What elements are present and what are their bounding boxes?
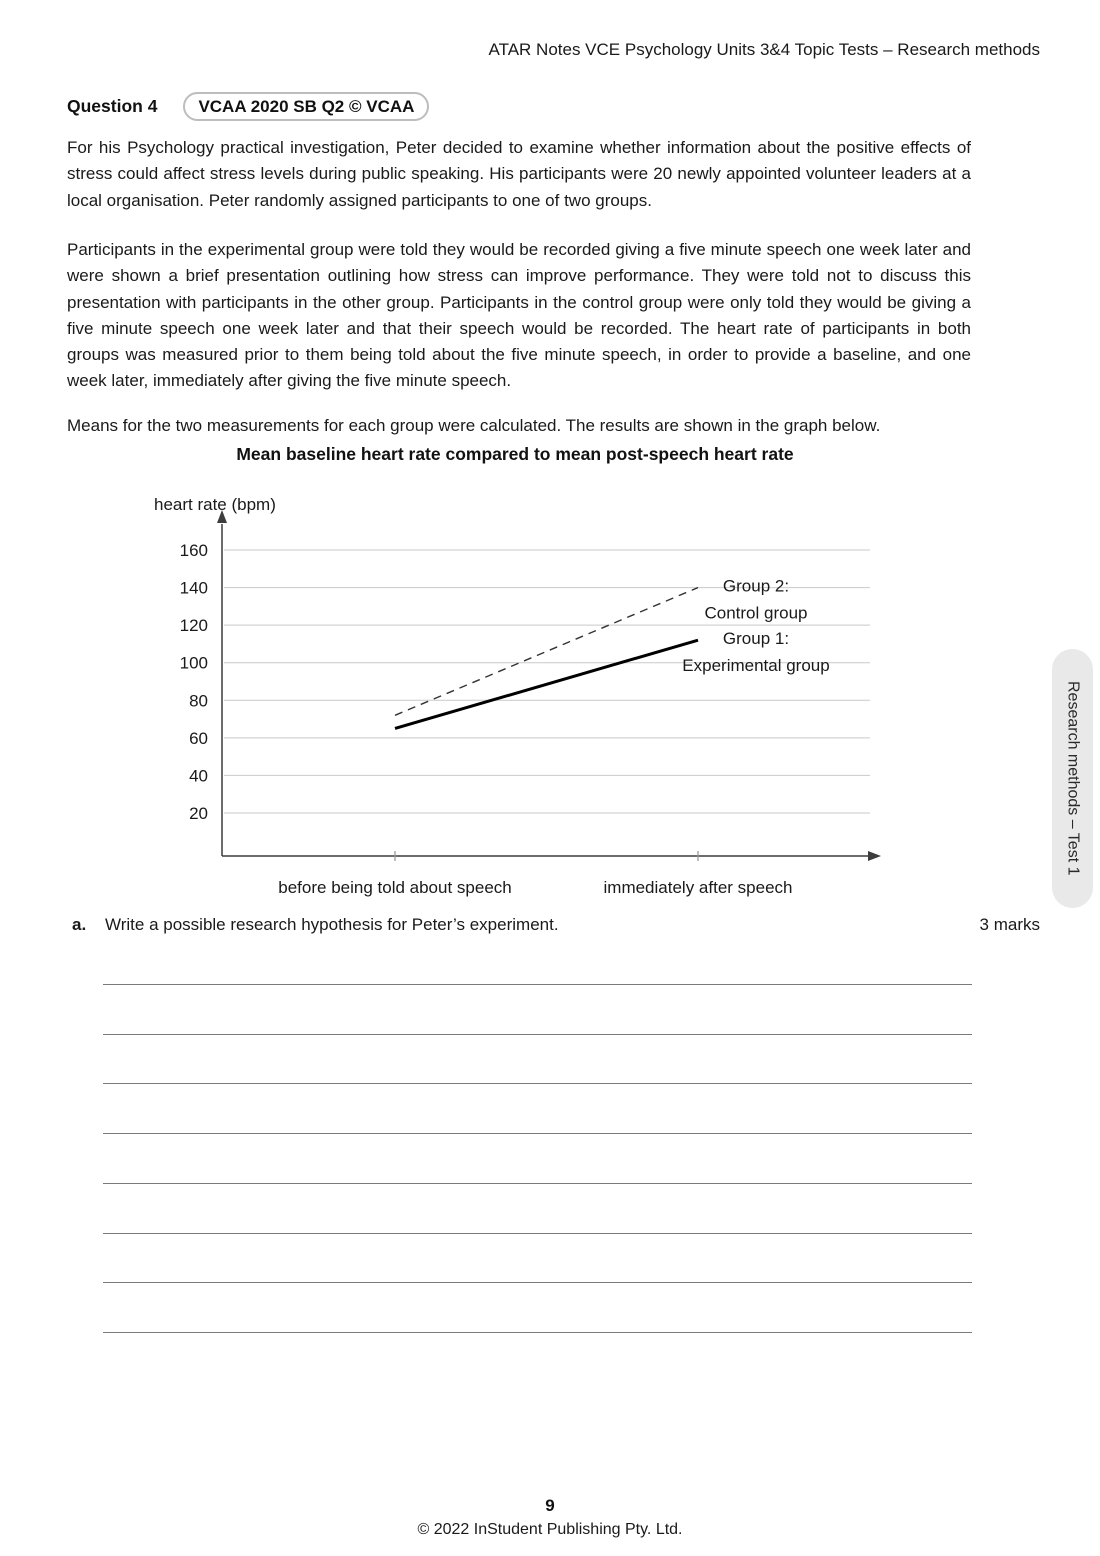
question-number-label: Question 4 bbox=[67, 96, 158, 116]
answer-line bbox=[103, 1332, 972, 1333]
page-number: 9 bbox=[545, 1496, 555, 1515]
answer-lines-area bbox=[103, 984, 972, 1340]
series-line-0 bbox=[395, 588, 698, 716]
answer-line bbox=[103, 1133, 972, 1134]
answer-line bbox=[103, 1233, 972, 1234]
answer-line bbox=[103, 1282, 972, 1283]
series-label-1: Group 1: Experimental group bbox=[682, 629, 830, 676]
part-question-text: Write a possible research hypothesis for Peter’s experiment. bbox=[105, 915, 559, 934]
x-axis-arrow-icon bbox=[868, 851, 881, 861]
page-header: ATAR Notes VCE Psychology Units 3&4 Topic Tests – Research methods bbox=[488, 40, 1040, 59]
question-part-a bbox=[72, 915, 1040, 935]
answer-line bbox=[103, 1083, 972, 1084]
section-side-tab bbox=[1052, 649, 1093, 908]
y-tick-label-100: 100 bbox=[179, 653, 208, 673]
question-paragraph-1: For his Psychology practical investigation, Peter decided to examine whether information about the positive effects of stress could affect stress levels during public speaking. His participants were 20 newly appointed volunteer leaders at a local organisation. Peter randomly assigned participants to one of two groups. bbox=[67, 138, 971, 210]
part-letter: a. bbox=[72, 915, 87, 934]
y-axis-title: heart rate (bpm) bbox=[154, 495, 276, 514]
series-line-1 bbox=[395, 640, 698, 728]
x-category-label-1: immediately after speech bbox=[603, 878, 793, 897]
question-heading bbox=[67, 92, 429, 121]
y-tick-label-60: 60 bbox=[189, 728, 208, 748]
heart-rate-line-chart bbox=[140, 440, 890, 900]
y-tick-label-80: 80 bbox=[189, 691, 208, 711]
question-paragraph-2: Participants in the experimental group were told they would be recorded giving a five minute speech one week later and were shown a brief presentation outlining how stress can improve performance. They were told not to discuss this presentation with participants in the other group. Participants in the control group were only told they would be giving a five minute speech one week later and that their speech would be recorded. The heart rate of participants in both groups was measured prior to them being told about the five minute speech, in order to provide a baseline, and one week later, immediately after giving the five minute speech. bbox=[67, 240, 971, 391]
copyright-notice: © 2022 InStudent Publishing Pty. Ltd. bbox=[417, 1521, 683, 1538]
vcaa-source-badge: VCAA 2020 SB Q2 © VCAA bbox=[183, 92, 429, 121]
answer-line bbox=[103, 1183, 972, 1184]
y-tick-label-20: 20 bbox=[189, 804, 208, 823]
question-paragraph-3: Means for the two measurements for each group were calculated. The results are shown in the graph below. bbox=[67, 416, 881, 435]
side-tab-label: Research methods – Test 1 bbox=[1064, 681, 1082, 876]
y-tick-label-160: 160 bbox=[179, 541, 208, 560]
answer-line bbox=[103, 984, 972, 985]
y-tick-label-40: 40 bbox=[189, 766, 208, 786]
marks-label: 3 marks bbox=[979, 915, 1040, 934]
series-label-0: Group 2: Control group bbox=[704, 576, 808, 623]
y-tick-label-120: 120 bbox=[179, 616, 208, 636]
y-tick-label-140: 140 bbox=[179, 578, 208, 598]
chart-title: Mean baseline heart rate compared to mean post-speech heart rate bbox=[236, 444, 794, 464]
x-category-label-0: before being told about speech bbox=[278, 878, 512, 897]
answer-line bbox=[103, 1034, 972, 1035]
